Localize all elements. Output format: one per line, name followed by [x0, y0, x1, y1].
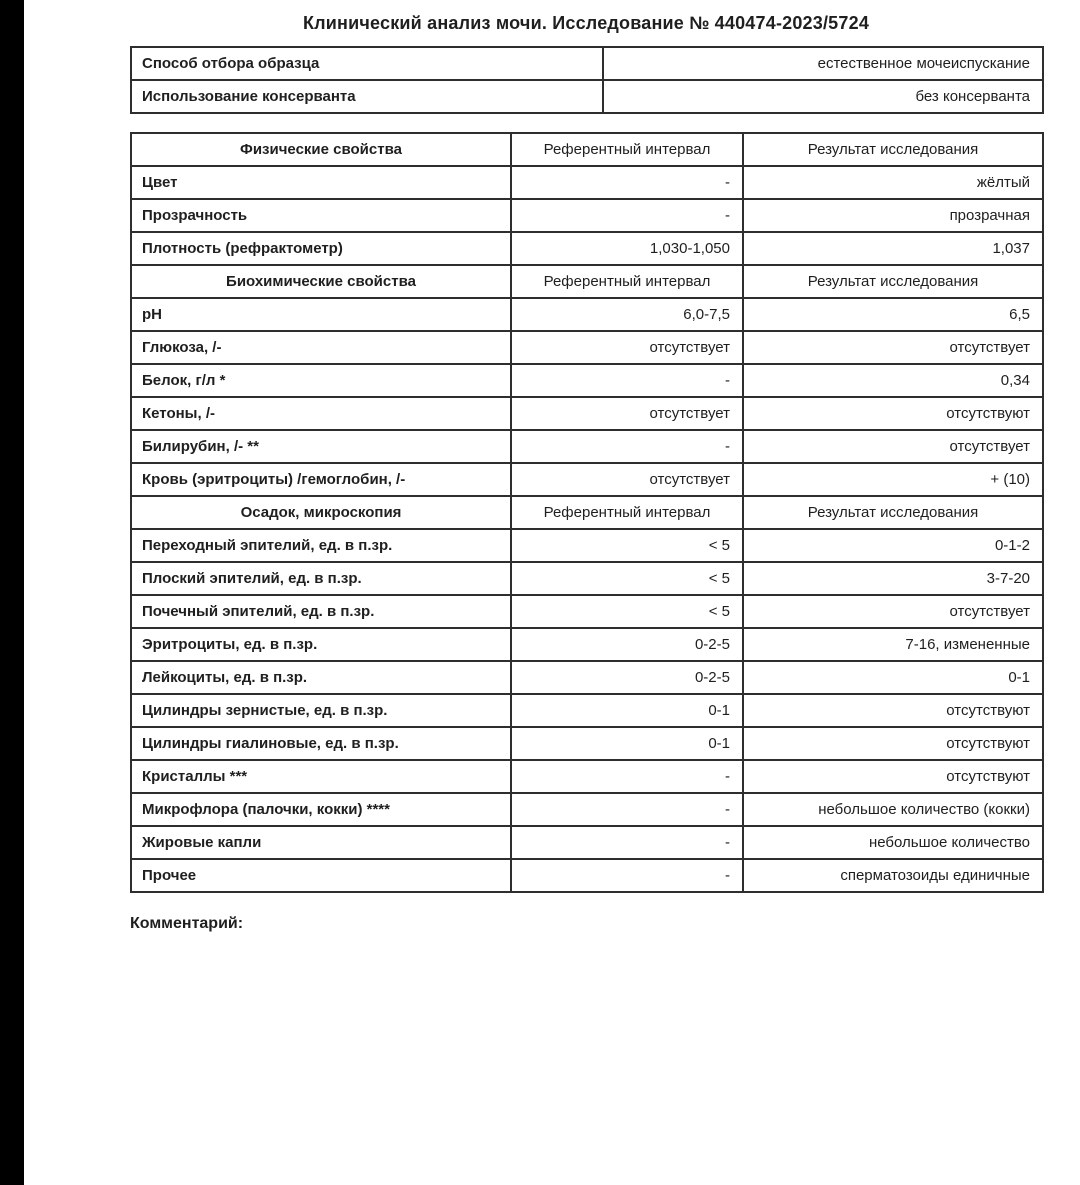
parameter-name: Плотность (рефрактометр) — [131, 232, 511, 265]
result-value: отсутствуют — [743, 760, 1043, 793]
table-row — [131, 562, 1043, 595]
parameter-name: Прочее — [131, 859, 511, 892]
reference-column-header: Референтный интервал — [511, 265, 743, 298]
result-value: отсутствуют — [743, 397, 1043, 430]
parameter-name: Билирубин, /- ** — [131, 430, 511, 463]
result-column-header: Результат исследования — [743, 496, 1043, 529]
sample-info-label: Использование консерванта — [131, 80, 603, 113]
table-row — [131, 529, 1043, 562]
report-title: Клинический анализ мочи. Исследование № 440474-2023/5724 — [302, 13, 870, 33]
table-row — [131, 430, 1043, 463]
result-value: сперматозоиды единичные — [743, 859, 1043, 892]
table-row — [131, 826, 1043, 859]
reference-interval: отсутствует — [511, 397, 743, 430]
parameter-name: Цилиндры зернистые, ед. в п.зр. — [131, 694, 511, 727]
reference-interval: < 5 — [511, 595, 743, 628]
result-value: отсутствует — [743, 430, 1043, 463]
parameter-name: Цилиндры гиалиновые, ед. в п.зр. — [131, 727, 511, 760]
reference-interval: 6,0-7,5 — [511, 298, 743, 331]
reference-interval: - — [511, 166, 743, 199]
section-header-row — [131, 133, 1043, 166]
table-row — [131, 232, 1043, 265]
result-column-header: Результат исследования — [743, 265, 1043, 298]
parameter-name: Глюкоза, /- — [131, 331, 511, 364]
sample-info-table — [130, 46, 1044, 114]
analysis-results-table-body — [131, 133, 1043, 892]
result-value: небольшое количество — [743, 826, 1043, 859]
table-row — [131, 199, 1043, 232]
result-value: 6,5 — [743, 298, 1043, 331]
result-value: небольшое количество (кокки) — [743, 793, 1043, 826]
parameter-name: Цвет — [131, 166, 511, 199]
section-title: Осадок, микроскопия — [131, 496, 511, 529]
result-value: отсутствуют — [743, 727, 1043, 760]
parameter-name: Микрофлора (палочки, кокки) **** — [131, 793, 511, 826]
result-value: + (10) — [743, 463, 1043, 496]
result-value: отсутствует — [743, 331, 1043, 364]
sample-info-value: естественное мочеиспускание — [603, 47, 1043, 80]
reference-interval: 0-1 — [511, 727, 743, 760]
reference-interval: < 5 — [511, 529, 743, 562]
reference-interval: - — [511, 430, 743, 463]
reference-interval: 0-2-5 — [511, 661, 743, 694]
table-row — [131, 364, 1043, 397]
parameter-name: Лейкоциты, ед. в п.зр. — [131, 661, 511, 694]
reference-interval: - — [511, 826, 743, 859]
sample-info-row — [131, 80, 1043, 113]
sample-info-value: без консерванта — [603, 80, 1043, 113]
table-row — [131, 760, 1043, 793]
result-column-header: Результат исследования — [743, 133, 1043, 166]
table-row — [131, 727, 1043, 760]
reference-interval: 1,030-1,050 — [511, 232, 743, 265]
analysis-results-table — [130, 132, 1044, 893]
parameter-name: Почечный эпителий, ед. в п.зр. — [131, 595, 511, 628]
report-page — [130, 0, 1042, 933]
section-title: Физические свойства — [131, 133, 511, 166]
scan-edge-strip — [0, 0, 24, 1185]
reference-interval: 0-1 — [511, 694, 743, 727]
parameter-name: Жировые капли — [131, 826, 511, 859]
section-header-row — [131, 496, 1043, 529]
table-row — [131, 595, 1043, 628]
result-value: 7-16, измененные — [743, 628, 1043, 661]
parameter-name: Прозрачность — [131, 199, 511, 232]
result-value: прозрачная — [743, 199, 1043, 232]
result-value: 0-1-2 — [743, 529, 1043, 562]
result-value: 3-7-20 — [743, 562, 1043, 595]
parameter-name: Переходный эпителий, ед. в п.зр. — [131, 529, 511, 562]
sample-info-label: Способ отбора образца — [131, 47, 603, 80]
reference-interval: отсутствует — [511, 331, 743, 364]
reference-interval: - — [511, 793, 743, 826]
reference-interval: - — [511, 760, 743, 793]
table-row — [131, 397, 1043, 430]
parameter-name: Белок, г/л * — [131, 364, 511, 397]
table-row — [131, 793, 1043, 826]
parameter-name: Эритроциты, ед. в п.зр. — [131, 628, 511, 661]
section-header-row — [131, 265, 1043, 298]
parameter-name: Кетоны, /- — [131, 397, 511, 430]
reference-interval: - — [511, 364, 743, 397]
table-row — [131, 463, 1043, 496]
table-row — [131, 859, 1043, 892]
comment-label: Комментарий: — [130, 915, 244, 932]
parameter-name: pH — [131, 298, 511, 331]
result-value: 1,037 — [743, 232, 1043, 265]
reference-column-header: Референтный интервал — [511, 133, 743, 166]
reference-column-header: Референтный интервал — [511, 496, 743, 529]
table-row — [131, 628, 1043, 661]
section-title: Биохимические свойства — [131, 265, 511, 298]
parameter-name: Плоский эпителий, ед. в п.зр. — [131, 562, 511, 595]
result-value: 0-1 — [743, 661, 1043, 694]
reference-interval: 0-2-5 — [511, 628, 743, 661]
parameter-name: Кристаллы *** — [131, 760, 511, 793]
table-row — [131, 661, 1043, 694]
reference-interval: - — [511, 859, 743, 892]
reference-interval: - — [511, 199, 743, 232]
table-row — [131, 298, 1043, 331]
reference-interval: отсутствует — [511, 463, 743, 496]
result-value: отсутствуют — [743, 694, 1043, 727]
table-row — [131, 166, 1043, 199]
reference-interval: < 5 — [511, 562, 743, 595]
parameter-name: Кровь (эритроциты) /гемоглобин, /- — [131, 463, 511, 496]
result-value: жёлтый — [743, 166, 1043, 199]
table-row — [131, 331, 1043, 364]
sample-info-row — [131, 47, 1043, 80]
sample-info-table-body — [131, 47, 1043, 113]
table-row — [131, 694, 1043, 727]
result-value: отсутствует — [743, 595, 1043, 628]
result-value: 0,34 — [743, 364, 1043, 397]
